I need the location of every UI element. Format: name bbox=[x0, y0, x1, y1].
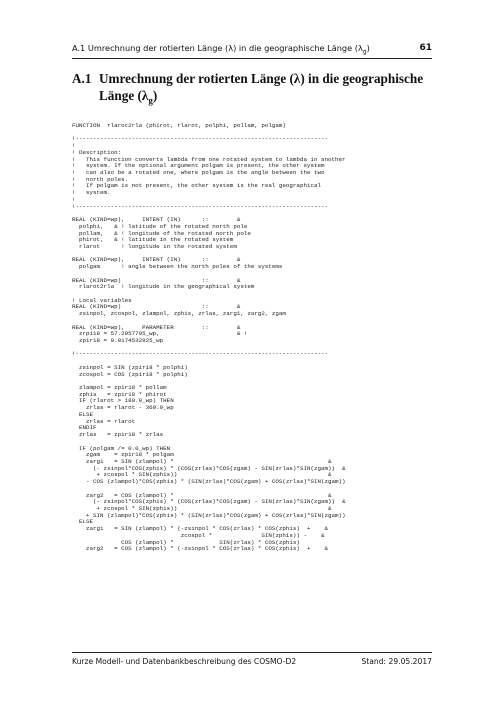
code-line: zgam = zpir18 * polgam bbox=[72, 451, 174, 459]
code-line: zarg1 = SIN (zlampol) * (-zsinpol * COS(zrlas) * COS(zphis) + & bbox=[72, 525, 328, 533]
code-line: zcospol = COS (zpir18 * polphi) bbox=[72, 370, 188, 378]
code-line: !------------------------------------------------------------------------ bbox=[72, 135, 328, 143]
page-number: 61 bbox=[419, 43, 432, 53]
code-line: zsinpol = SIN (zpir18 * polphi) bbox=[72, 363, 188, 371]
section-heading bbox=[72, 70, 444, 110]
code-line: zrlas = rlarot - 360.0_wp bbox=[72, 404, 174, 412]
code-line: REAL (KIND=wp), INTENT (IN) :: & bbox=[72, 256, 241, 264]
code-line: ! bbox=[72, 195, 76, 203]
code-line: ! Description: bbox=[72, 148, 122, 156]
code-line: FUNCTION rlarot2rla (phirot, rlarot, polphi, pollam, polgam) bbox=[72, 122, 286, 129]
code-line: ! system. If the optional argument polgam is present, the other system bbox=[72, 162, 325, 170]
code-line: ELSE bbox=[72, 518, 94, 526]
footer-rule bbox=[72, 652, 432, 653]
code-line: zrlas = rlarot bbox=[72, 417, 136, 425]
code-line: IF (rlarot > 180.0_wp) THEN bbox=[72, 397, 174, 405]
code-line: ! Local variables bbox=[72, 296, 132, 304]
code-line: !------------------------------------------------------------------------ bbox=[72, 202, 328, 210]
running-header bbox=[72, 43, 432, 55]
code-line: ! bbox=[72, 142, 76, 150]
code-line: (- zsinpol*COS(zphis) * (COS(zrlas)*COS(zgam) - SIN(zrlas)*SIN(zgam)) & bbox=[72, 464, 346, 472]
code-line: polphi, & ! latitude of the rotated north pole bbox=[72, 222, 248, 230]
code-line: !------------------------------------------------------------------------ bbox=[72, 350, 328, 358]
code-line: ELSE bbox=[72, 410, 94, 418]
page-footer bbox=[72, 657, 432, 669]
code-line: - COS (zlampol)*COS(zphis) * (SIN(zrlas)*COS(zgam) + COS(zrlas)*SIN(zgam)) bbox=[72, 478, 346, 486]
footer-document-title: Kurze Modell- und Datenbankbeschreibung des COSMO-D2 bbox=[72, 657, 297, 666]
code-line: zlampol = zpir18 * pollam bbox=[72, 384, 167, 392]
code-line: phirot, & ! latitude in the rotated system bbox=[72, 236, 234, 244]
code-line: zarg2 = COS (zlampol) * & bbox=[72, 491, 332, 499]
code-line: ! can also be a rotated one, where polgam is the angle between the two bbox=[72, 169, 325, 177]
code-line: + SIN (zlampol)*COS(zphis) * (SIN(zrlas)*COS(zgam) + COS(zrlas)*SIN(zgam)) bbox=[72, 511, 346, 519]
code-line: + zcospol * SIN(zphis)) & bbox=[72, 504, 332, 512]
code-line: ! north poles. bbox=[72, 175, 129, 183]
header-rule bbox=[72, 58, 432, 59]
code-line: zrpi18 = 57.2957795_wp, & ! bbox=[72, 330, 248, 338]
running-title: A.1 Umrechnung der rotierten Länge (λ) in die geographische Länge $(\lambda_g)$ bbox=[72, 43, 370, 56]
code-line: (- zsinpol*COS(zphis) * (COS(zrlas)*COS(zgam) - SIN(zrlas)*SIN(zgam)) & bbox=[72, 498, 346, 506]
code-line: zphis = zpir18 * phirot bbox=[72, 390, 167, 398]
footer-date: Stand: 29.05.2017 bbox=[361, 657, 432, 666]
section-title: Umrechnung der rotierten Länge (λ) in die geographische Länge $(\lambda_g)$ bbox=[99, 71, 424, 106]
code-line: ENDIF bbox=[72, 424, 97, 432]
code-line: IF (polgam /= 0.0_wp) THEN bbox=[72, 444, 171, 452]
code-line: zarg1 = SIN (zlampol) * & bbox=[72, 457, 332, 465]
code-listing bbox=[72, 123, 442, 553]
code-line: zrlas = zpir18 * zrlas bbox=[72, 431, 164, 439]
code-line: zcospol * SIN(zphis)) - & bbox=[72, 531, 325, 539]
code-line: REAL (KIND=wp), PARAMETER :: & bbox=[72, 323, 241, 331]
code-line: zsinpol, zcospol, zlampol, zphis, zrlas, zarg1, zarg2, zgam bbox=[72, 310, 286, 318]
section-number: A.1 bbox=[72, 71, 92, 86]
code-line: zarg2 = COS (zlampol) * (-zsinpol * COS(zrlas) * COS(zphis) + & bbox=[72, 545, 328, 553]
code-line: polgam ! angle between the north poles of the systems bbox=[72, 263, 283, 271]
code-line: ! If polgam is not present, the other system is the real geographical bbox=[72, 182, 321, 190]
code-line: rlarot ! longitude in the rotated system bbox=[72, 242, 237, 250]
code-line: pollam, & ! longitude of the rotated north pole bbox=[72, 229, 251, 237]
code-line: + zcospol * SIN(zphis)) & bbox=[72, 471, 332, 479]
code-line: ! system. bbox=[72, 189, 111, 197]
code-line: COS (zlampol) * SIN(zrlas) * COS(zphis) bbox=[72, 538, 300, 546]
code-line: zpir18 = 0.0174532925_wp bbox=[72, 337, 164, 344]
code-line: REAL (KIND=wp) :: & bbox=[72, 303, 241, 311]
code-line: ! This function converts lambda from one rotated system to lambda in another bbox=[72, 155, 346, 163]
code-line: REAL (KIND=wp) :: & bbox=[72, 276, 241, 284]
code-line: rlarot2rla ! longitude in the geographical system bbox=[72, 283, 255, 291]
code-line: REAL (KIND=wp), INTENT (IN) :: & bbox=[72, 216, 241, 224]
